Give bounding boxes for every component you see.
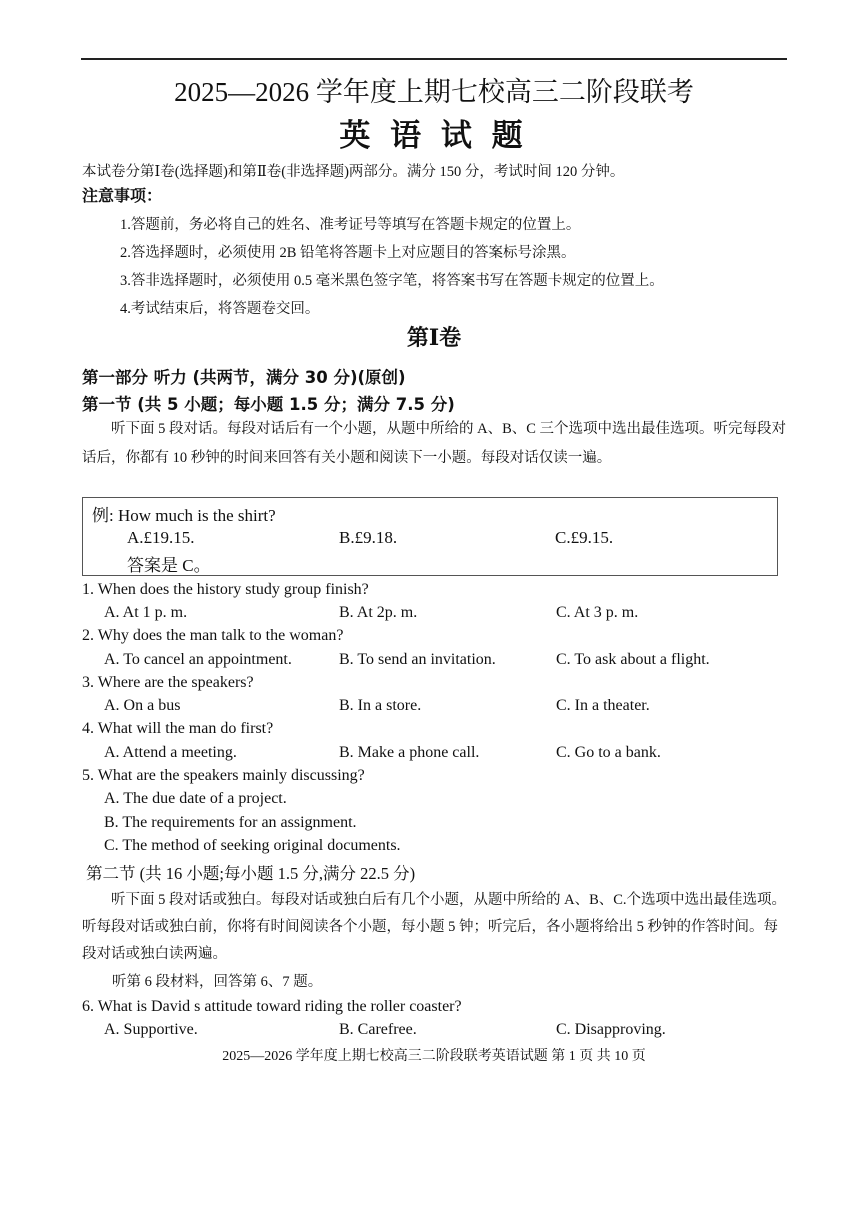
option-a: A. The due date of a project. — [104, 790, 287, 807]
option-b: B. Make a phone call. — [339, 744, 480, 761]
header-rule — [81, 58, 787, 60]
option-a: A. On a bus — [104, 697, 181, 714]
option-a: A. To cancel an appointment. — [104, 651, 292, 668]
example-box — [82, 497, 778, 576]
section2-sub: 听第 6 段材料，回答第 6、7 题。 — [112, 974, 323, 990]
option-c: C. The method of seeking original documents. — [104, 837, 401, 854]
question-4: 4. What will the man do first? — [82, 720, 274, 737]
example-question: 例: How much is the shirt? — [92, 506, 276, 525]
example-option: B.£9.18. — [339, 528, 398, 547]
page-footer: 2025—2026 学年度上期七校高三二阶段联考英语试题 第 1 页 共 10 页 — [222, 1049, 646, 1064]
option-a: A. Supportive. — [104, 1021, 198, 1038]
example-option: A.£19.15. — [127, 528, 195, 547]
intro-text: 本试卷分第Ⅰ卷(选择题)和第Ⅱ卷(非选择题)两部分。满分 150 分，考试时间 120 分钟。 — [82, 164, 625, 180]
note-item: 1.答题前，务必将自己的姓名、准考证号等填写在答题卡规定的位置上。 — [120, 217, 581, 233]
volume-title: 第Ⅰ卷 — [406, 325, 462, 350]
question-3: 3. Where are the speakers? — [82, 674, 254, 691]
note-item: 4.考试结束后，将答题卷交回。 — [120, 301, 320, 317]
example-answer: 答案是 C。 — [127, 556, 211, 575]
option-c: C. Disapproving. — [556, 1021, 666, 1038]
example-option: C.£9.15. — [555, 528, 614, 547]
notes-heading: 注意事项： — [82, 186, 163, 205]
option-c: C. In a theater. — [556, 697, 650, 714]
note-item: 2.答选择题时，必须使用 2B 铅笔将答题卡上对应题目的答案标号涂黑。 — [120, 245, 576, 261]
section2-instructions: 听下面 5 段对话或独白。每段对话或独白后有几个小题，从题中所给的 A、B、C.个选项中选出最佳选项。听每段对话或独白前，你将有时间阅读各个小题，每小题 5 钟；听完后，各小题将给出 5 秒钟的作答时间。每段对话或独白读两遍。 — [82, 892, 787, 962]
section1-instructions: 听下面 5 段对话。每段对话后有一个小题，从题中所给的 A、B、C 三个选项中选出最佳选项。听完每段对话后，你都有 10 秒钟的时间来回答有关小题和阅读下一小题。每段对话仅读一遍。 — [82, 421, 787, 466]
option-c: C. Go to a bank. — [556, 744, 661, 761]
option-c: C. At 3 p. m. — [556, 604, 639, 621]
question-5: 5. What are the speakers mainly discussing? — [82, 767, 365, 784]
exam-title: 2025—2026 学年度上期七校高三二阶段联考 — [174, 77, 694, 107]
section1-title: 第一节 (共 5 小题；每小题 1.5 分；满分 7.5 分) — [82, 395, 455, 414]
section2-title: 第二节 (共 16 小题;每小题 1.5 分,满分 22.5 分) — [86, 864, 416, 883]
option-b: B. Carefree. — [339, 1021, 417, 1038]
option-b: B. In a store. — [339, 697, 422, 714]
subject-title: 英 语 试 题 — [339, 118, 529, 153]
option-b: B. The requirements for an assignment. — [104, 814, 357, 831]
option-a: A. Attend a meeting. — [104, 744, 237, 761]
option-c: C. To ask about a flight. — [556, 651, 710, 668]
question-2: 2. Why does the man talk to the woman? — [82, 627, 344, 644]
option-a: A. At 1 p. m. — [104, 604, 188, 621]
note-item: 3.答非选择题时，必须使用 0.5 毫米黑色签字笔，将答案书写在答题卡规定的位置上。 — [120, 273, 664, 289]
question-6: 6. What is David s attitude toward riding the roller coaster? — [82, 998, 462, 1015]
option-b: B. At 2p. m. — [339, 604, 418, 621]
question-1: 1. When does the history study group finish? — [82, 581, 369, 598]
option-b: B. To send an invitation. — [339, 651, 496, 668]
part1-title: 第一部分 听力 (共两节，满分 30 分)(原创) — [82, 368, 406, 387]
